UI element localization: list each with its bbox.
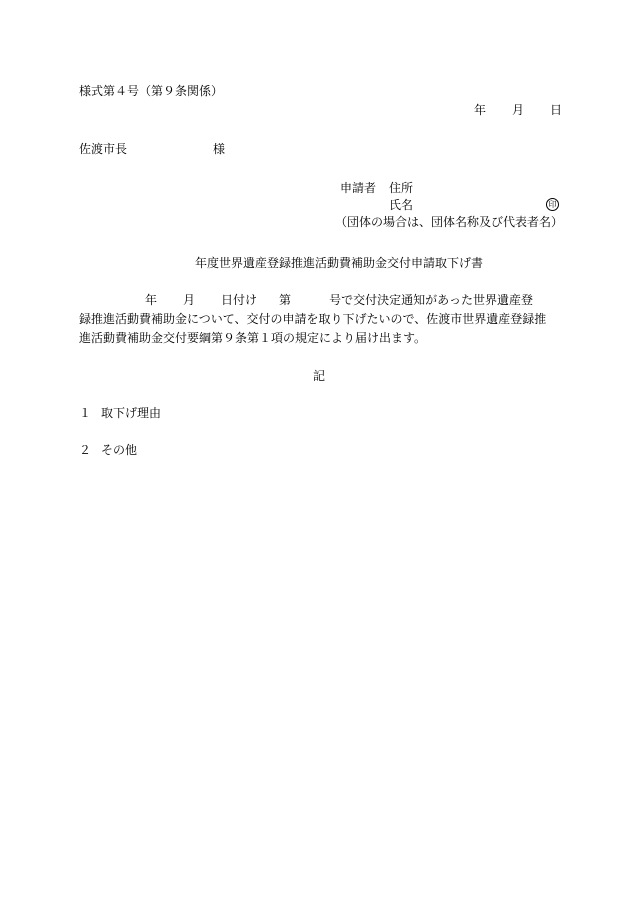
applicant-name-label: 氏名 (389, 198, 414, 212)
date-year: 年 (474, 103, 487, 117)
list-item (79, 442, 137, 458)
date-day: 日 (550, 103, 563, 117)
applicant-note: （団体の場合は、団体名称及び代表者名） (335, 215, 564, 229)
applicant-address-label: 住所 (389, 181, 414, 195)
item-label: 取下げ理由 (101, 406, 162, 420)
date-line (474, 102, 562, 118)
body-dated: 日付け (221, 293, 258, 307)
addressee-name: 佐渡市長 (79, 142, 128, 156)
addressee-honorific: 様 (213, 142, 226, 156)
item-label: その他 (101, 443, 138, 457)
document-title: 年度世界遺産登録推進活動費補助金交付申請取下げ書 (195, 256, 484, 270)
body-line1-rest: 号で交付決定通知があった世界遺産登 (329, 293, 533, 307)
body-month: 月 (183, 293, 196, 307)
body-year: 年 (145, 293, 158, 307)
body-line-1 (79, 291, 563, 310)
body-no-prefix: 第 (279, 293, 292, 307)
ki-heading: 記 (313, 369, 326, 383)
body-line-3: 進活動費補助金交付要綱第９条第１項の規定により届け出ます。 (79, 331, 427, 345)
body-line-2: 録推進活動費補助金について、交付の申請を取り下げたいので、佐渡市世界遺産登録推 (79, 312, 547, 326)
seal-icon: 印 (546, 198, 559, 211)
list-item (79, 405, 161, 421)
applicant-role: 申請者 (340, 181, 377, 195)
item-number: ２ (79, 443, 92, 457)
body-paragraph (79, 291, 563, 348)
date-month: 月 (512, 103, 525, 117)
item-number: １ (79, 406, 92, 420)
form-label: 様式第４号（第９条関係） (79, 84, 224, 98)
